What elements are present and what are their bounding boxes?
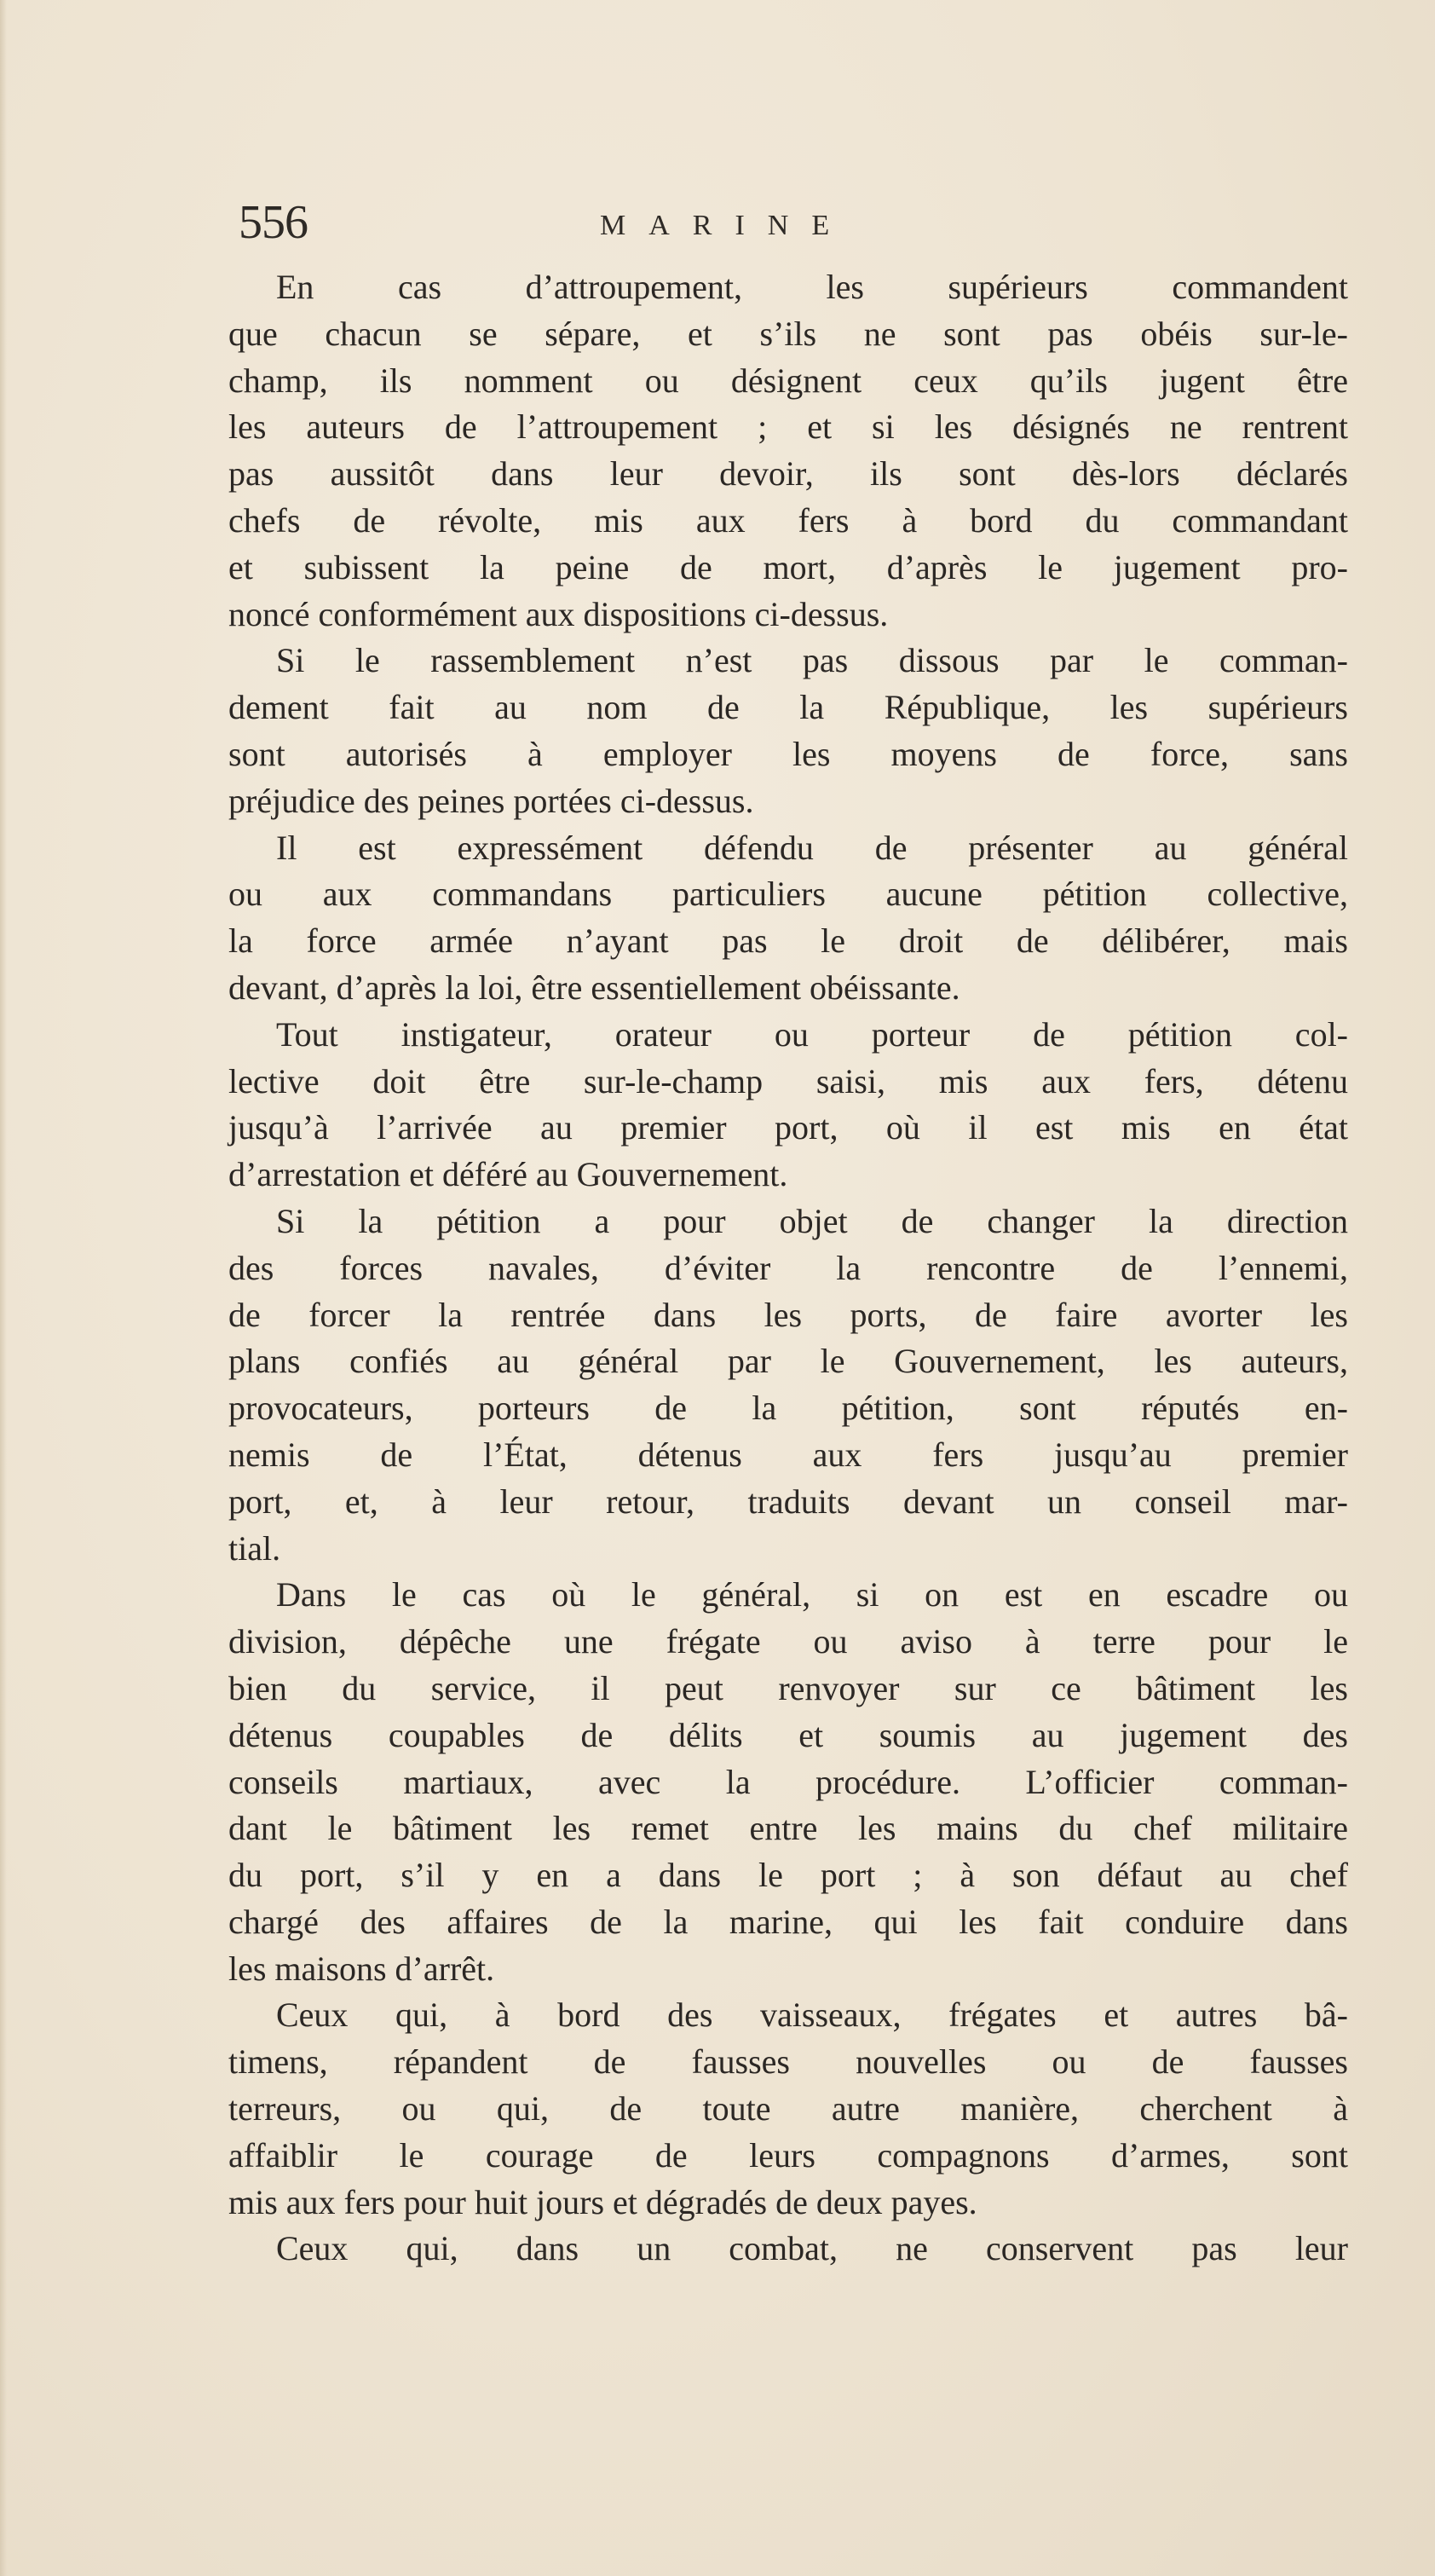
paragraph bbox=[228, 1572, 1348, 1992]
text-line: port, et, à leur retour, traduits devant un conseil mar- bbox=[228, 1481, 1348, 1521]
text-line: que chacun se sépare, et s’ils ne sont pas obéis sur-le- bbox=[228, 314, 1348, 353]
text-line: terreurs, ou qui, de toute autre manière, cherchent à bbox=[228, 2089, 1348, 2128]
paragraph bbox=[228, 264, 1348, 638]
text-line: noncé conformément aux dispositions ci-dessus. bbox=[228, 594, 889, 633]
paragraph bbox=[228, 1012, 1348, 1198]
text-line: des forces navales, d’éviter la rencontre de l’ennemi, bbox=[228, 1248, 1348, 1287]
running-head bbox=[228, 193, 1353, 252]
text-line: provocateurs, porteurs de la pétition, sont réputés en- bbox=[228, 1389, 1348, 1428]
text-line: mis aux fers pour huit jours et dégradés de deux payes. bbox=[228, 2182, 977, 2221]
text-line: Ceux qui, dans un combat, ne conservent pas leur bbox=[276, 2229, 1348, 2268]
text-line: affaiblir le courage de leurs compagnons d’armes, sont bbox=[228, 2135, 1348, 2175]
text-line: les auteurs de l’attroupement ; et si les désignés ne rentrent bbox=[228, 407, 1348, 447]
text-line: tial. bbox=[228, 1528, 281, 1568]
text-line: Il est expressément défendu de présenter au général bbox=[276, 828, 1348, 867]
text-line: nemis de l’État, détenus aux fers jusqu’au premier bbox=[228, 1435, 1348, 1474]
text-line: Dans le cas où le général, si on est en escadre ou bbox=[276, 1575, 1348, 1614]
text-line: de forcer la rentrée dans les ports, de faire avorter les bbox=[228, 1295, 1348, 1334]
text-line: dant le bâtiment les remet entre les mains du chef militaire bbox=[228, 1809, 1348, 1848]
text-line: Si le rassemblement n’est pas dissous par le comman- bbox=[276, 641, 1348, 680]
text-line: chargé des affaires de la marine, qui les fait conduire dans bbox=[228, 1902, 1348, 1941]
text-line: bien du service, il peut renvoyer sur ce bâtiment les bbox=[228, 1668, 1348, 1707]
text-line: ou aux commandans particuliers aucune pétition collective, bbox=[228, 875, 1348, 914]
text-line: dement fait au nom de la République, les supérieurs bbox=[228, 688, 1348, 727]
text-line: jusqu’à l’arrivée au premier port, où il est mis en état bbox=[228, 1108, 1348, 1147]
paragraph bbox=[228, 638, 1348, 824]
text-line: d’arrestation et déféré au Gouvernement. bbox=[228, 1155, 788, 1194]
text-line: les maisons d’arrêt. bbox=[228, 1949, 495, 1988]
text-line: Tout instigateur, orateur ou porteur de pétition col- bbox=[276, 1014, 1348, 1054]
text-line: champ, ils nomment ou désignent ceux qu’ils jugent être bbox=[228, 361, 1348, 400]
paragraph bbox=[228, 825, 1348, 1012]
paragraph bbox=[228, 1992, 1348, 2226]
text-line: En cas d’attroupement, les supérieurs commandent bbox=[276, 268, 1348, 306]
text-line: lective doit être sur-le-champ saisi, mis aux fers, détenu bbox=[228, 1061, 1348, 1100]
text-line: du port, s’il y en a dans le port ; à son défaut au chef bbox=[228, 1856, 1348, 1895]
text-line: plans confiés au général par le Gouvernement, les auteurs, bbox=[228, 1342, 1348, 1381]
text-line: division, dépêche une frégate ou aviso à terre pour le bbox=[228, 1622, 1348, 1661]
section-title: MARINE bbox=[600, 210, 853, 241]
text-line: et subissent la peine de mort, d’après le jugement pro- bbox=[228, 547, 1348, 586]
text-line: chefs de révolte, mis aux fers à bord du commandant bbox=[228, 500, 1348, 540]
page-edge-shadow bbox=[0, 0, 7, 2576]
text-line: pas aussitôt dans leur devoir, ils sont dès-lors déclarés bbox=[228, 454, 1348, 494]
text-line: Ceux qui, à bord des vaisseaux, frégates et autres bâ- bbox=[276, 1996, 1348, 2035]
text-line: timens, répandent de fausses nouvelles ou de fausses bbox=[228, 2042, 1348, 2082]
text-line: devant, d’après la loi, être essentiellement obéissante. bbox=[228, 967, 960, 1007]
body-text bbox=[228, 264, 1348, 2273]
text-line: détenus coupables de délits et soumis au jugement des bbox=[228, 1715, 1348, 1754]
text-line: préjudice des peines portées ci-dessus. bbox=[228, 781, 754, 820]
text-line: conseils martiaux, avec la procédure. L’officier comman- bbox=[228, 1762, 1348, 1801]
paragraph bbox=[228, 1198, 1348, 1572]
text-line: sont autorisés à employer les moyens de force, sans bbox=[228, 734, 1348, 773]
paragraph bbox=[228, 2226, 1348, 2273]
text-line: la force armée n’ayant pas le droit de délibérer, mais bbox=[228, 921, 1348, 961]
text-line: Si la pétition a pour objet de changer la direction bbox=[276, 1201, 1348, 1240]
page-number: 556 bbox=[239, 196, 308, 249]
